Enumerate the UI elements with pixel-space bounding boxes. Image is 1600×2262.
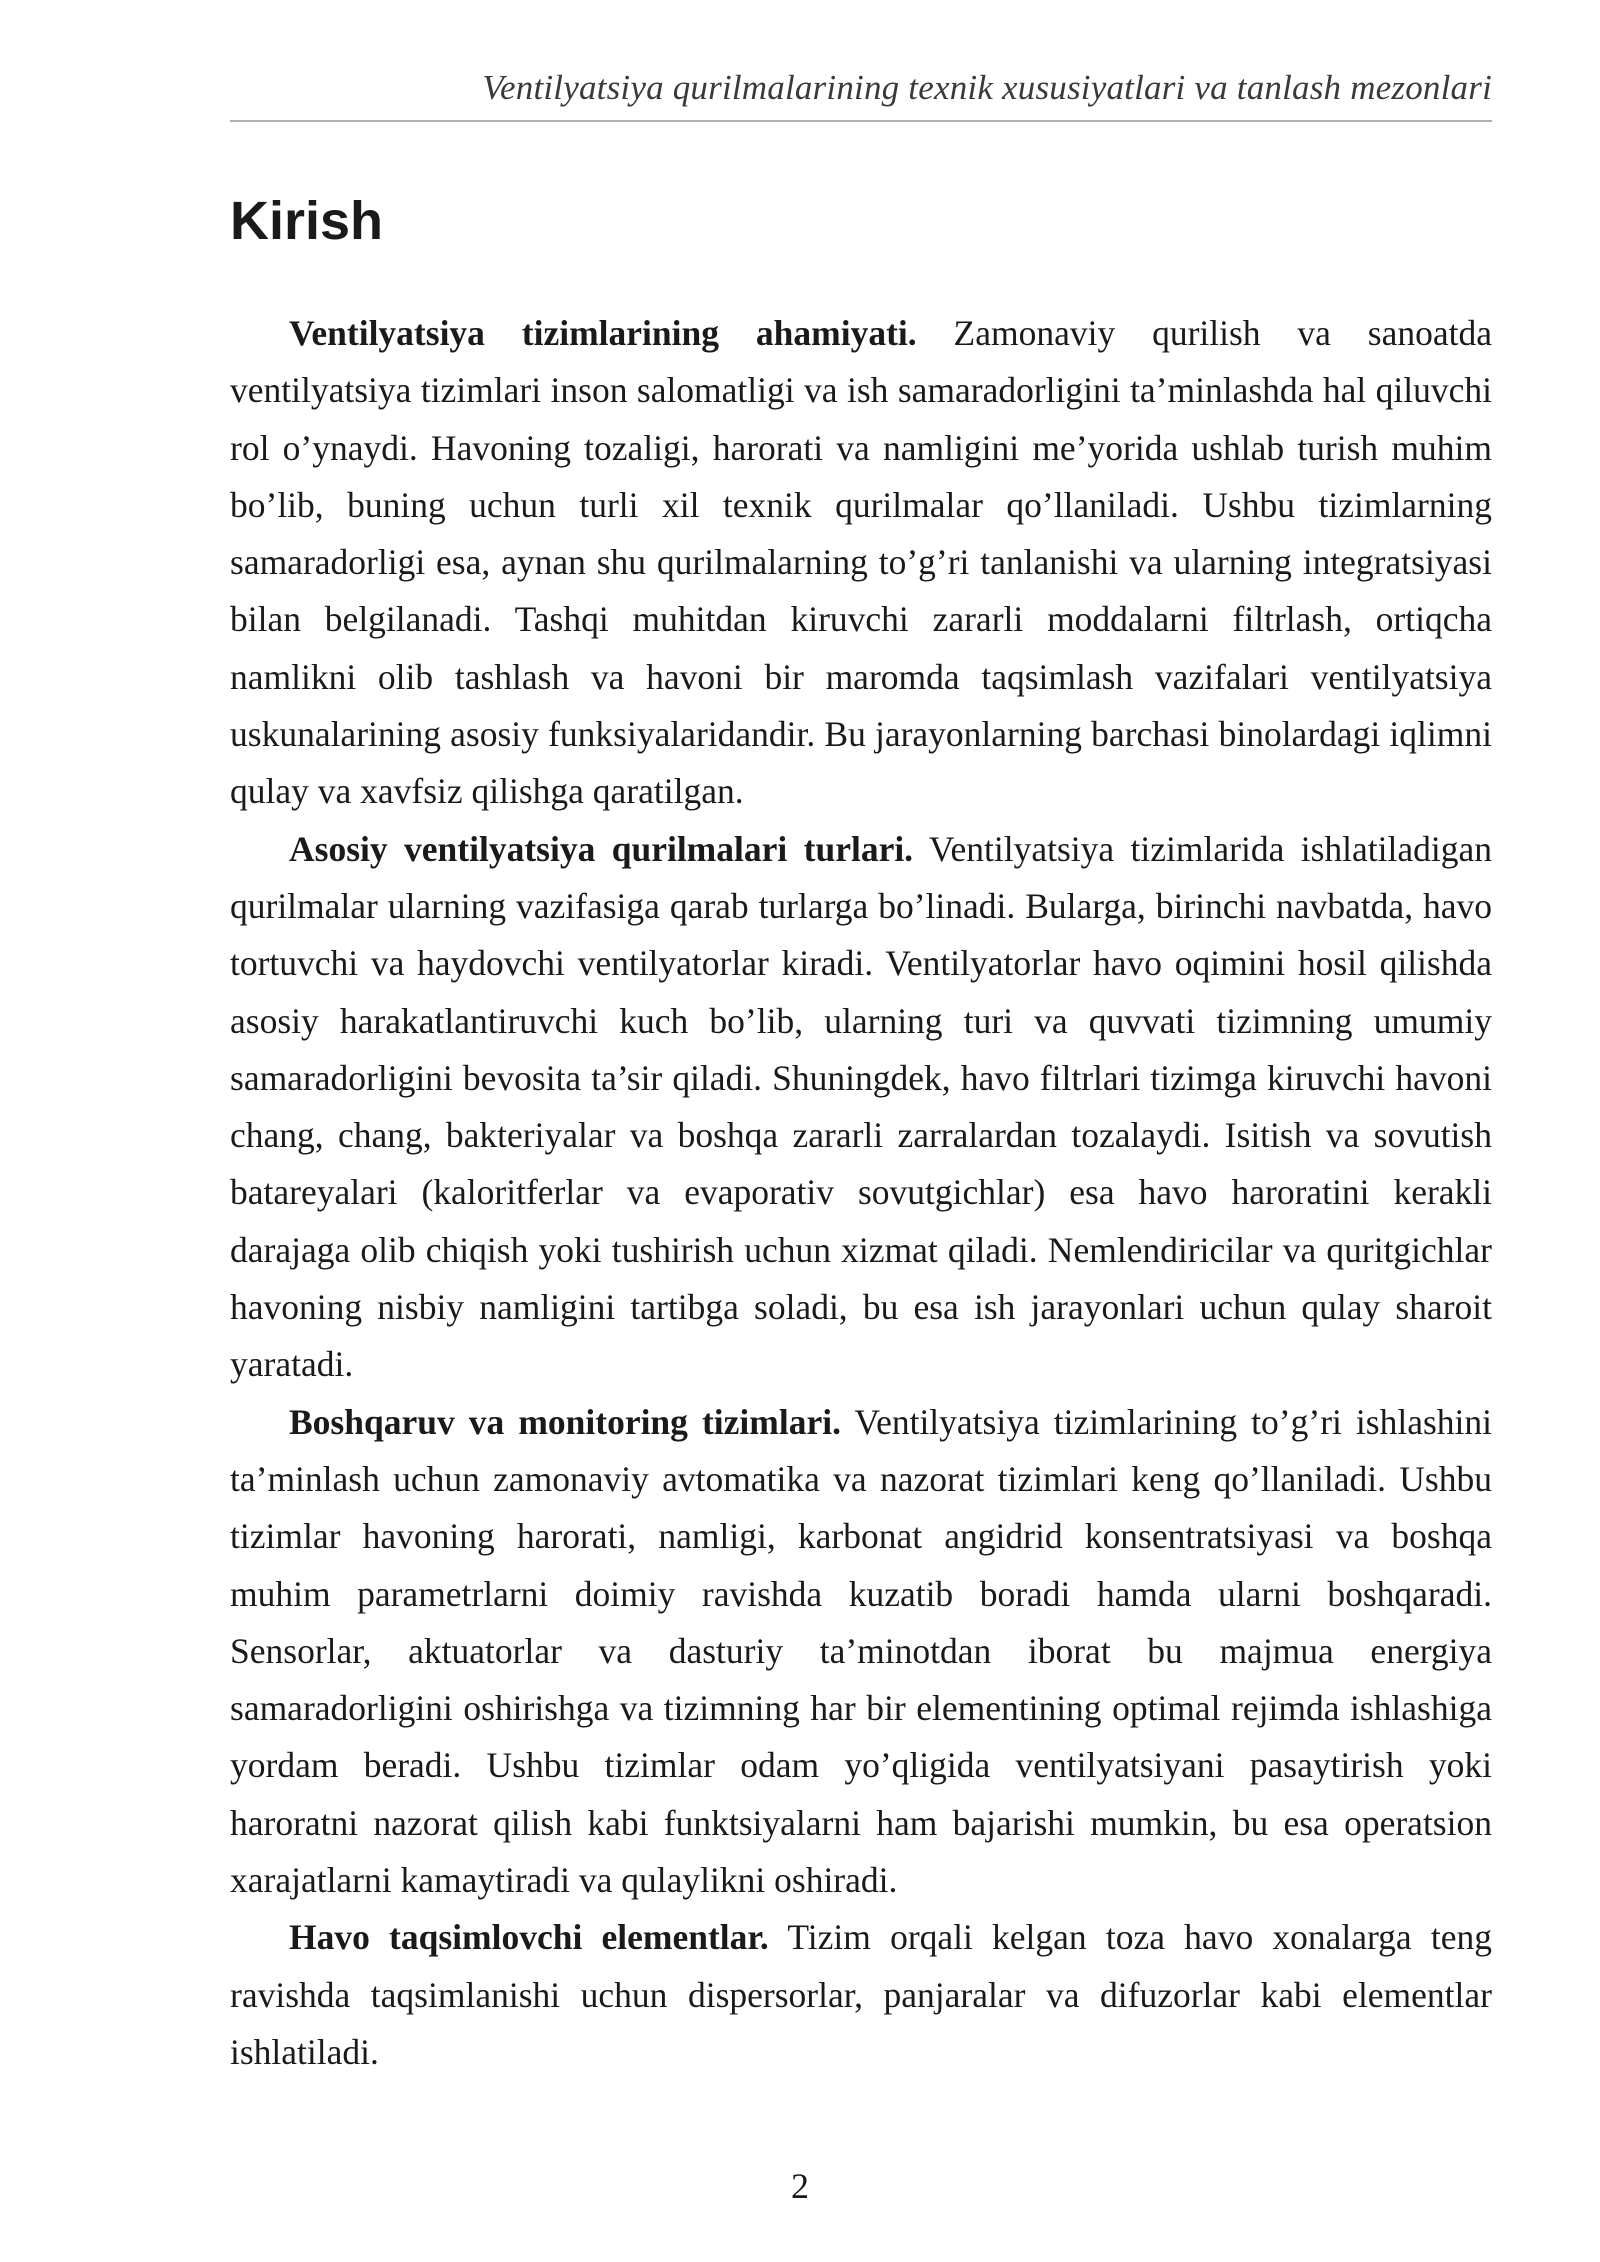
paragraph-lead: Boshqaruv va monitoring tizimlari. [289,1401,841,1442]
paragraph-device-types [230,821,1492,1394]
page-number: 2 [791,2166,809,2206]
paragraph-text: Tizim orqali kelgan toza havo xonalarga teng ravishda taqsimlanishi uchun dispersorlar, panjaralar va difuzorlar kabi elementlar ishlatiladi. [230,1917,1492,2072]
paragraph-ventilation-importance [230,305,1492,821]
paragraph-lead: Havo taqsimlovchi elementlar. [289,1917,769,1958]
paragraph-lead: Asosiy ventilyatsiya qurilmalari turlari. [289,828,914,869]
body-text [230,305,1492,2081]
paragraph-lead: Ventilyatsiya tizimlarining ahamiyati. [289,313,917,353]
chapter-title: Kirish [230,191,384,251]
paragraph-air-distribution [230,1909,1492,2081]
running-header: Ventilyatsiya qurilmalarining texnik xususiyatlari va tanlash mezonlari [230,68,1492,122]
paragraph-text: Ventilyatsiya tizimlarida ishlatiladigan qurilmalar ularning vazifasiga qarab turlarga bo’linadi. Bularga, birinchi navbatda, havo tortuvchi va haydovchi ventilyatorlar kiradi. Ventilyatorlar havo oqimini hosil qilishda asosiy harakatlantiruvchi kuch bo’lib, ularning turi va quvvati tizimning umumiy samaradorligini bevosita ta’sir qiladi. Shuningdek, havo filtrlari tizimga kiruvchi havoni chang, chang, bakteriyalar va boshqa zararli zarralardan tozalaydi. Isitish va sovutish batareyalari (kaloritferlar va evaporativ sovutgichlar) esa havo haroratini kerakli darajaga olib chiqish yoki tushirish uchun xizmat qiladi. Nemlendiricilar va quritgichlar havoning nisbiy namligini tartibga soladi, bu esa ish jarayonlari uchun qulay sharoit yaratadi. [230,828,1492,1385]
paragraph-text: Zamonaviy qurilish va sanoatda ventilyatsiya tizimlari inson salomatligi va ish samaradorligini ta’minlashda hal qiluvchi rol o’ynaydi. Havoning tozaligi, harorati va namligini me’yorida ushlab turish muhim bo’lib, buning uchun turli xil texnik qurilmalar qo’llaniladi. Ushbu tizimlarning samaradorligi esa, aynan shu qurilmalarning to’g’ri tanlanishi va ularning integratsiyasi bilan belgilanadi. Tashqi muhitdan kiruvchi zararli moddalarni filtrlash, ortiqcha namlikni olib tashlash va havoni bir maromda taqsimlash vazifalari ventilyatsiya uskunalarining asosiy funksiyalaridandir. Bu jarayonlarning barchasi binolardagi iqlimni qulay va xavfsiz qilishga qaratilgan. [230,313,1493,812]
paragraph-text: Ventilyatsiya tizimlarining to’g’ri ishlashini ta’minlash uchun zamonaviy avtomatika va nazorat tizimlari keng qo’llaniladi. Ushbu tizimlar havoning harorati, namligi, karbonat angidrid konsentratsiyasi va boshqa muhim parametrlarni doimiy ravishda kuzatib boradi hamda ularni boshqaradi. Sensorlar, aktuatorlar va dasturiy ta’minotdan iborat bu majmua energiya samaradorligini oshirishga va tizimning har bir elementining optimal rejimda ishlashiga yordam beradi. Ushbu tizimlar odam yo’qligida ventilyatsiyani pasaytirish yoki haroratni nazorat qilish kabi funktsiyalarni ham bajarishi mumkin, bu esa operatsion xarajatlarni kamaytiradi va qulaylikni oshiradi. [230,1401,1493,1901]
paragraph-control-monitoring [230,1394,1492,1910]
